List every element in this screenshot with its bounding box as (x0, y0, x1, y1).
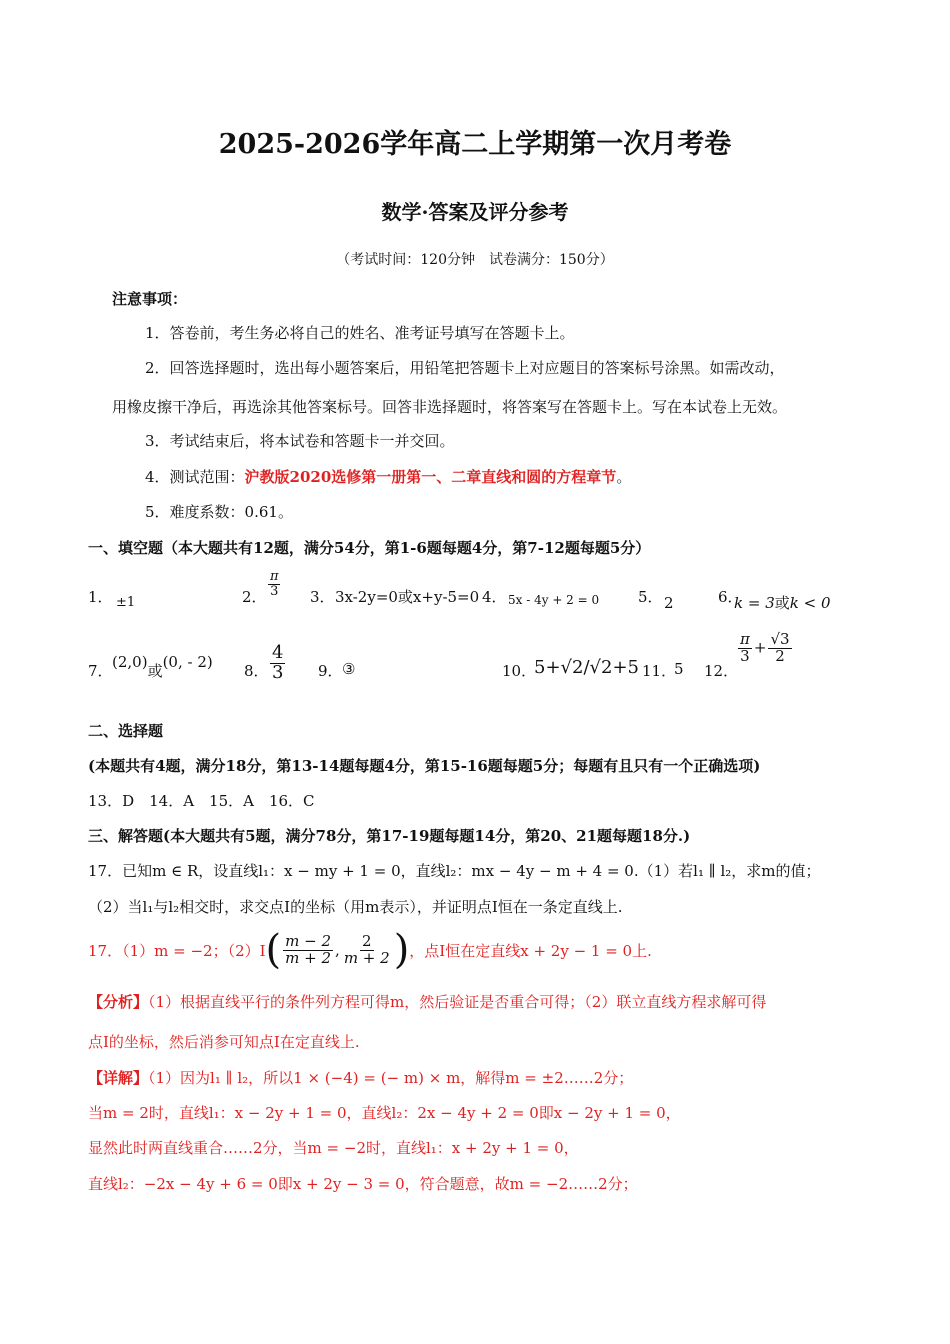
notes-heading: 注意事项： (112, 290, 188, 308)
test-scope: 沪教版2020选修第一册第一、二章直线和圆的方程章节 (244, 468, 617, 486)
q1-answer: ±1 (116, 595, 136, 610)
q17-answer-suffix: ，点I恒在定直线x + 2y − 1 = 0上. (409, 941, 652, 960)
q5-number: 5． (638, 588, 663, 606)
q8-denominator: 3 (272, 661, 284, 683)
detail-text-1: （1）因为l₁ ∥ l₂，所以1 × (−4) = (− m) × m，解得m = ±2……2分； (148, 1069, 634, 1087)
detail-tag: 【详解】 (88, 1069, 149, 1087)
q2-answer (266, 570, 283, 598)
q6-answer-b: k < 0 (789, 594, 831, 612)
q7-answer (112, 651, 213, 680)
q4-answer: 5x - 4y + 2 = 0 (508, 593, 600, 607)
q17-detail-line2: 当m = 2时，直线l₁：x − 2y + 1 = 0，直线l₂：2x − 4y + 2 = 0即x − 2y + 1 = 0， (88, 1104, 681, 1122)
q12-number: 12． (704, 662, 739, 680)
q17-detail-line3: 显然此时两直线重合……2分，当m = −2时，直线l₁：x + 2y + 1 = 0， (88, 1139, 579, 1157)
section-2-heading: 二、选择题 (88, 722, 164, 740)
q4-number: 4． (482, 588, 507, 606)
q6-or: 或 (774, 594, 790, 612)
q17-frac2-numerator: 2 (361, 931, 372, 950)
q2-number: 2． (242, 588, 267, 606)
q17-comma: , (335, 941, 340, 959)
q17-frac2-denominator: m + 2 (343, 948, 390, 967)
q12-b-denominator: 2 (775, 646, 785, 665)
q7-answer-a: (2,0) (112, 653, 148, 671)
section-1-heading: 一、填空题（本大题共有12题，满分54分，第1-6题每题4分，第7-12题每题5分） (88, 539, 651, 557)
q3-number: 3． (310, 588, 335, 606)
q9-number: 9． (318, 662, 343, 680)
analysis-tag: 【分析】 (88, 993, 149, 1011)
q2-numerator: π (270, 569, 279, 584)
q12-plus: + (753, 638, 767, 657)
q17-frac1-numerator: m − 2 (285, 931, 332, 950)
exam-info: （考试时间：120分钟 试卷满分：150分） (336, 252, 614, 268)
left-paren-icon: ( (265, 927, 282, 973)
q7-or: 或 (147, 662, 163, 680)
q8-number: 8． (244, 662, 269, 680)
q7-answer-b: (0, - 2) (162, 653, 213, 671)
q8-numerator: 4 (272, 642, 284, 663)
q17-frac1-denominator: m + 2 (285, 948, 332, 967)
notes-item-4-suffix: 。 (616, 468, 632, 486)
q6-number: 6． (718, 588, 743, 606)
q12-a-numerator: π (740, 630, 750, 648)
q7-number: 7． (88, 662, 113, 680)
q17-answer-prefix: 17．（1）m = −2；（2）I (88, 941, 266, 960)
document-subtitle: 数学·答案及评分参考 (381, 200, 569, 224)
q3-answer: 3x-2y=0或x+y-5=0 (335, 588, 480, 606)
document-title: 2025-2026学年高二上学期第一次月考卷 (218, 129, 732, 160)
section-2-note: (本题共有4题，满分18分，第13-14题每题4分，第15-16题每题5分；每题有且只有一个正确选项) (88, 757, 761, 775)
q5-answer: 2 (664, 594, 674, 612)
q17-analysis-line1 (88, 991, 766, 1012)
q12-a-denominator: 3 (740, 646, 750, 665)
q10-number: 10． (502, 662, 537, 680)
analysis-text-1: （1）根据直线平行的条件列方程可得m，然后验证是否重合可得；（2）联立直线方程求解可得 (148, 993, 767, 1011)
q9-answer: ③ (342, 660, 356, 678)
notes-item-1: 1．答卷前，考生务必将自己的姓名、准考证号填写在答题卡上。 (145, 324, 575, 342)
notes-item-4 (145, 466, 631, 487)
q2-denominator: 3 (270, 583, 279, 599)
right-paren-icon: ) (393, 927, 410, 973)
q10-answer: 5+√2/√2+5 (534, 657, 639, 678)
q1-number: 1． (88, 588, 113, 606)
notes-item-3: 3．考试结束后，将本试卷和答题卡一并交回。 (145, 432, 455, 450)
q11-number: 11． (642, 662, 677, 680)
q17-answer (88, 927, 652, 973)
q17-detail-line1 (88, 1067, 633, 1088)
notes-item-4-prefix: 4．测试范围： (145, 468, 245, 486)
q11-answer: 5 (674, 660, 684, 678)
q8-answer (268, 644, 287, 683)
section-3-heading: 三、解答题(本大题共有5题，满分78分，第17-19题每题14分，第20、21题每题18分.) (88, 827, 691, 845)
q17-statement-line2: （2）当l₁与l₂相交时，求交点I的坐标（用m表示），并证明点I恒在一条定直线上. (88, 898, 623, 916)
notes-item-2-line2: 用橡皮擦干净后，再选涂其他答案标号。回答非选择题时，将答案写在答题卡上。写在本试卷上无效。 (112, 398, 788, 416)
notes-item-2-line1: 2．回答选择题时，选出每小题答案后，用铅笔把答题卡上对应题目的答案标号涂黑。如需改动， (145, 359, 785, 377)
q12-answer (736, 632, 794, 665)
notes-item-5: 5．难度系数：0.61。 (145, 503, 293, 521)
q6-answer (734, 592, 831, 613)
q6-answer-a: k = 3 (734, 594, 775, 612)
q17-detail-line4: 直线l₂：−2x − 4y + 6 = 0即x + 2y − 3 = 0，符合题意，故m = −2……2分； (88, 1175, 638, 1193)
section-2-answers: 13．D 14．A 15．A 16．C (88, 792, 315, 810)
q17-statement-line1: 17．已知m ∈ R，设直线l₁：x − my + 1 = 0，直线l₂：mx − 4y − m + 4 = 0.（1）若l₁ ∥ l₂，求m的值； (88, 862, 821, 880)
q12-b-numerator: √3 (770, 630, 790, 648)
q17-analysis-line2: 点I的坐标，然后消参可知点I在定直线上. (88, 1033, 360, 1051)
